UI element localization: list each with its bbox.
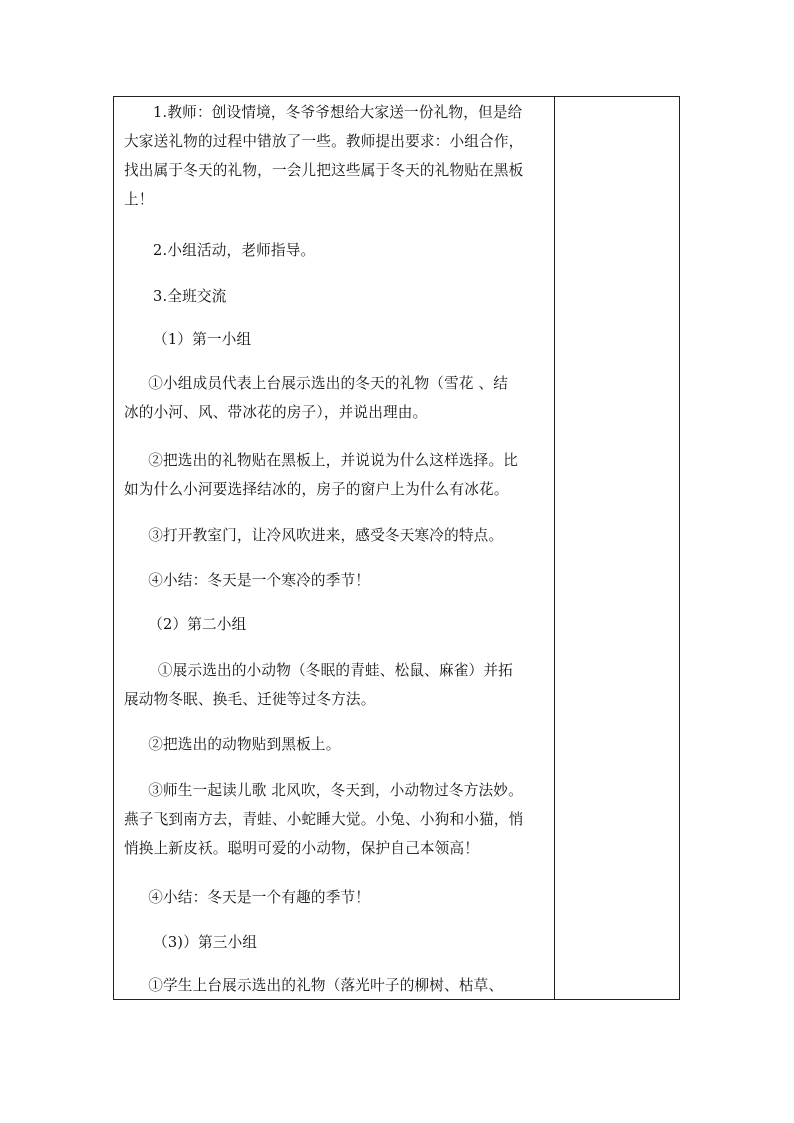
paragraph-group-two-step-1 (124, 656, 549, 714)
text-line: 2.小组活动，老师指导。 (124, 242, 316, 259)
text-line: 上！ (124, 191, 154, 208)
paragraph-teacher-scenario (124, 98, 549, 214)
teaching-process-cell (114, 97, 555, 999)
text-line: （3)）第三小组 (124, 934, 258, 951)
paragraph-class-exchange (124, 282, 549, 311)
text-line: ①学生上台展示选出的礼物（落光叶子的柳树、枯草、 (124, 977, 504, 994)
text-line: ②把选出的动物贴到黑板上。 (124, 736, 341, 753)
text-line: ④小结：冬天是一个有趣的季节！ (124, 889, 371, 906)
paragraph-group-one-step-1 (124, 369, 549, 427)
lesson-plan-table (113, 96, 680, 1000)
paragraph-group-activity (124, 236, 549, 265)
heading-group-three (124, 928, 549, 957)
text-line: ①小组成员代表上台展示选出的冬天的礼物（雪花 、结 (124, 375, 509, 392)
paragraph-group-one-step-2 (124, 446, 549, 504)
text-line: ①展示选出的小动物（冬眠的青蛙、松鼠、麻雀）并拓 (124, 662, 513, 679)
text-line: 大家送礼物的过程中错放了一些。教师提出要求：小组合作， (124, 133, 524, 150)
text-line: （2）第二小组 (124, 616, 247, 633)
text-line: 找出属于冬天的礼物，一会儿把这些属于冬天的礼物贴在黑板 (124, 162, 524, 179)
heading-group-two (124, 610, 549, 639)
text-line: 3.全班交流 (124, 288, 227, 305)
paragraph-group-one-step-3 (124, 521, 549, 550)
paragraph-group-one-summary (124, 566, 549, 595)
text-line: 展动物冬眠、换毛、迁徙等过冬方法。 (124, 691, 376, 708)
notes-cell (555, 97, 679, 999)
text-line: 1.教师：创设情境，冬爷爷想给大家送一份礼物，但是给 (124, 104, 523, 121)
paragraph-group-two-step-2 (124, 730, 549, 759)
text-line: 燕子飞到南方去，青蛙、小蛇睡大觉。小兔、小狗和小猫，悄 (124, 811, 524, 828)
text-line: 冰的小河、风、带冰花的房子），并说出理由。 (124, 404, 428, 421)
text-line: ③师生一起读儿歌 北风吹，冬天到，小动物过冬方法妙。 (124, 782, 523, 799)
text-line: ③打开教室门，让冷风吹进来，感受冬天寒冷的特点。 (124, 527, 504, 544)
text-line: （1）第一小组 (124, 331, 252, 348)
text-line: 如为什么小河要选择结冰的，房子的窗户上为什么有冰花。 (124, 481, 509, 498)
paragraph-group-two-summary (124, 883, 549, 912)
heading-group-one (124, 325, 549, 354)
text-line: ④小结：冬天是一个寒冷的季节！ (124, 572, 371, 589)
text-line: 悄换上新皮袄。聪明可爱的小动物，保护自己本领高！ (124, 840, 480, 857)
text-line: ②把选出的礼物贴在黑板上，并说说为什么这样选择。比 (124, 452, 519, 469)
paragraph-group-three-step-1 (124, 971, 549, 999)
paragraph-group-two-song (124, 776, 549, 863)
